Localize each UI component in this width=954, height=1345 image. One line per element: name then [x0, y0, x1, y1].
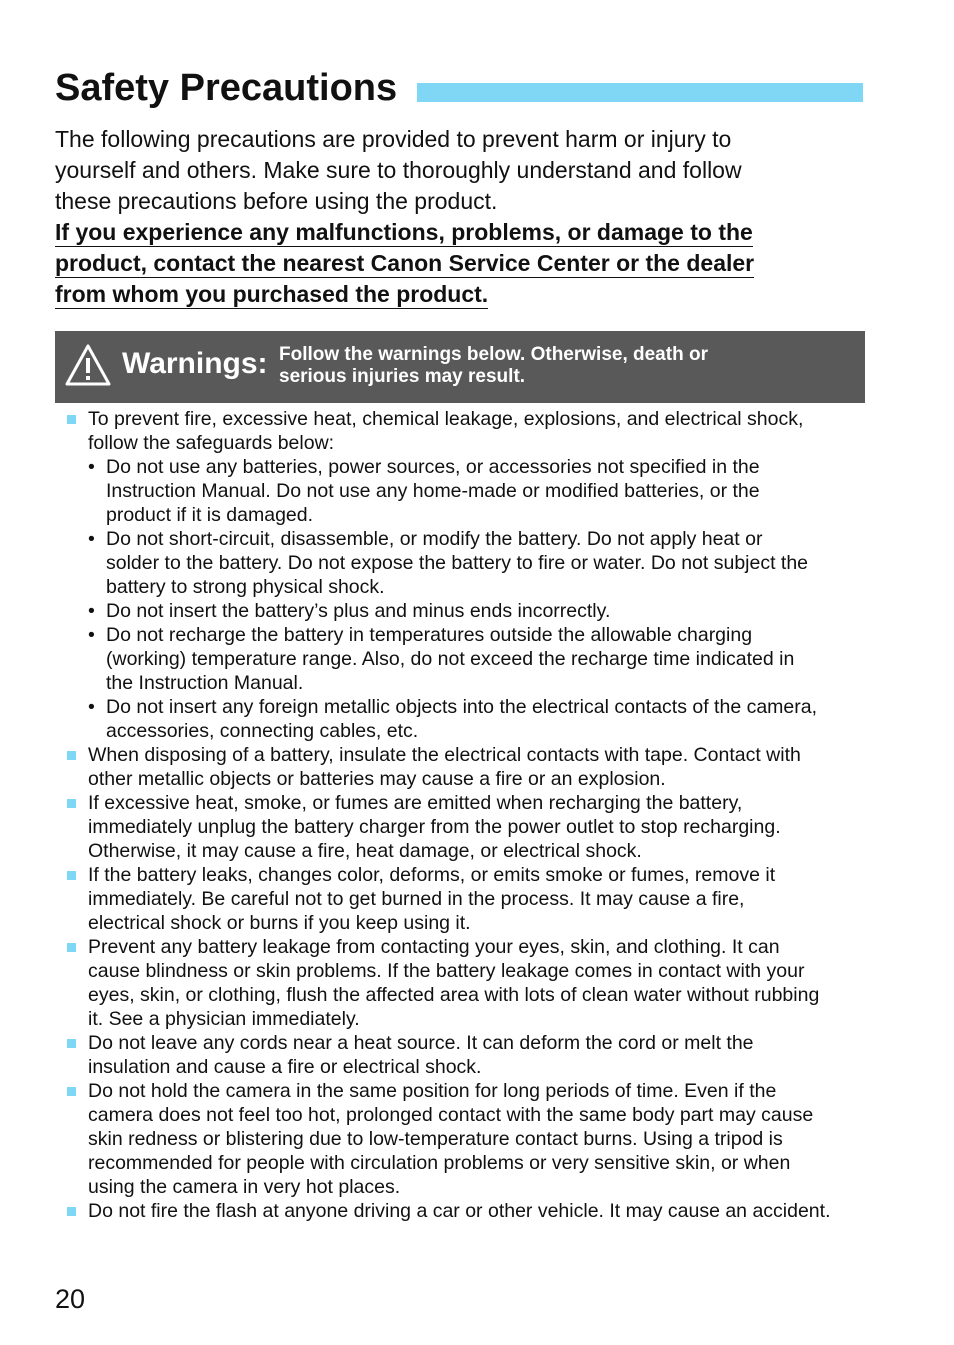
title-row [55, 66, 865, 110]
warning-item: If excessive heat, smoke, or fumes are emitted when recharging the battery, immediately unplug the battery charger from the power outlet to stop recharging. Otherwise, it may cause a fire, heat damage, or electrical shock. [55, 791, 865, 863]
bullet-dot-icon: • [88, 600, 95, 622]
notice-line: from whom you purchased the product. [55, 281, 489, 307]
warning-subitem: • Do not insert any foreign metallic objects into the electrical contacts of the camera, accessories, connecting cables, etc. [88, 696, 818, 742]
intro-paragraph [55, 124, 855, 217]
warnings-list [55, 407, 865, 1223]
warnings-label: Warnings: [122, 347, 268, 380]
warning-item: When disposing of a battery, insulate the electrical contacts with tape. Contact with other metallic objects or batteries may cause a fire or an explosion. [55, 743, 865, 791]
title-accent-bar [417, 83, 863, 102]
notice-line: product, contact the nearest Canon Service Center or the dealer [55, 250, 755, 276]
bullet-square-icon [67, 1087, 76, 1096]
warning-item: If the battery leaks, changes color, deforms, or emits smoke or fumes, remove it immediately. Be careful not to get burned in the process. It may cause a fire, electrical shock or burns if you keep using it. [55, 863, 865, 935]
bullet-dot-icon: • [88, 624, 95, 646]
warning-item: Do not fire the flash at anyone driving a car or other vehicle. It may cause an accident. [55, 1199, 865, 1223]
bullet-dot-icon: • [88, 528, 95, 550]
bullet-square-icon [67, 943, 76, 952]
bullet-square-icon [67, 1039, 76, 1048]
warnings-banner [55, 331, 865, 403]
bullet-square-icon [67, 751, 76, 760]
notice-line: If you experience any malfunctions, problems, or damage to the [55, 219, 753, 245]
warning-triangle-icon [64, 343, 112, 387]
page-number: 20 [55, 1284, 86, 1314]
warning-subitem: • Do not insert the battery’s plus and minus ends incorrectly. [88, 600, 611, 622]
bullet-square-icon [67, 871, 76, 880]
warnings-description-line: serious injuries may result. [279, 366, 526, 387]
warning-subitem: • Do not short-circuit, disassemble, or modify the battery. Do not apply heat or solder to the battery. Do not expose the battery to fire or water. Do not subject the battery to strong physical shock. [88, 528, 809, 598]
bullet-square-icon [67, 799, 76, 808]
warning-item: Prevent any battery leakage from contacting your eyes, skin, and clothing. It can cause blindness or skin problems. If the battery leakage comes in contact with your eyes, skin, or clothing, flush the affected area with lots of clean water without rubbing it. See a physician immediately. [55, 935, 865, 1031]
warnings-description [279, 344, 839, 388]
bullet-dot-icon: • [88, 456, 95, 478]
warning-item: Do not leave any cords near a heat source. It can deform the cord or melt the insulation and cause a fire or electrical shock. [55, 1031, 865, 1079]
warnings-description-line: Follow the warnings below. Otherwise, death or [279, 344, 708, 365]
warning-item: Do not hold the camera in the same position for long periods of time. Even if the camera does not feel too hot, prolonged contact with the same body part may cause skin redness or blistering due to low-temperature contact burns. Using a tripod is recommended for people with circulation problems or very sensitive skin, or when using the camera in very hot places. [55, 1079, 865, 1199]
intro-line: The following precautions are provided to prevent harm or injury to [55, 126, 732, 152]
intro-line: yourself and others. Make sure to thoroughly understand and follow [55, 157, 742, 183]
page-title: Safety Precautions [55, 67, 398, 109]
bullet-dot-icon: • [88, 696, 95, 718]
bullet-square-icon [67, 1207, 76, 1216]
warning-subitem: • Do not use any batteries, power sources, or accessories not specified in the Instruction Manual. Do not use any home-made or modified batteries, or the product if it is damaged. [88, 456, 760, 526]
service-notice [55, 217, 855, 310]
intro-line: these precautions before using the product. [55, 188, 498, 214]
bullet-square-icon [67, 415, 76, 424]
warning-item: To prevent fire, excessive heat, chemical leakage, explosions, and electrical shock, follow the safeguards below: [55, 407, 865, 455]
warning-subitem: • Do not recharge the battery in temperatures outside the allowable charging (working) temperature range. Also, do not exceed the recharge time indicated in the Instruction Manual. [88, 624, 795, 694]
